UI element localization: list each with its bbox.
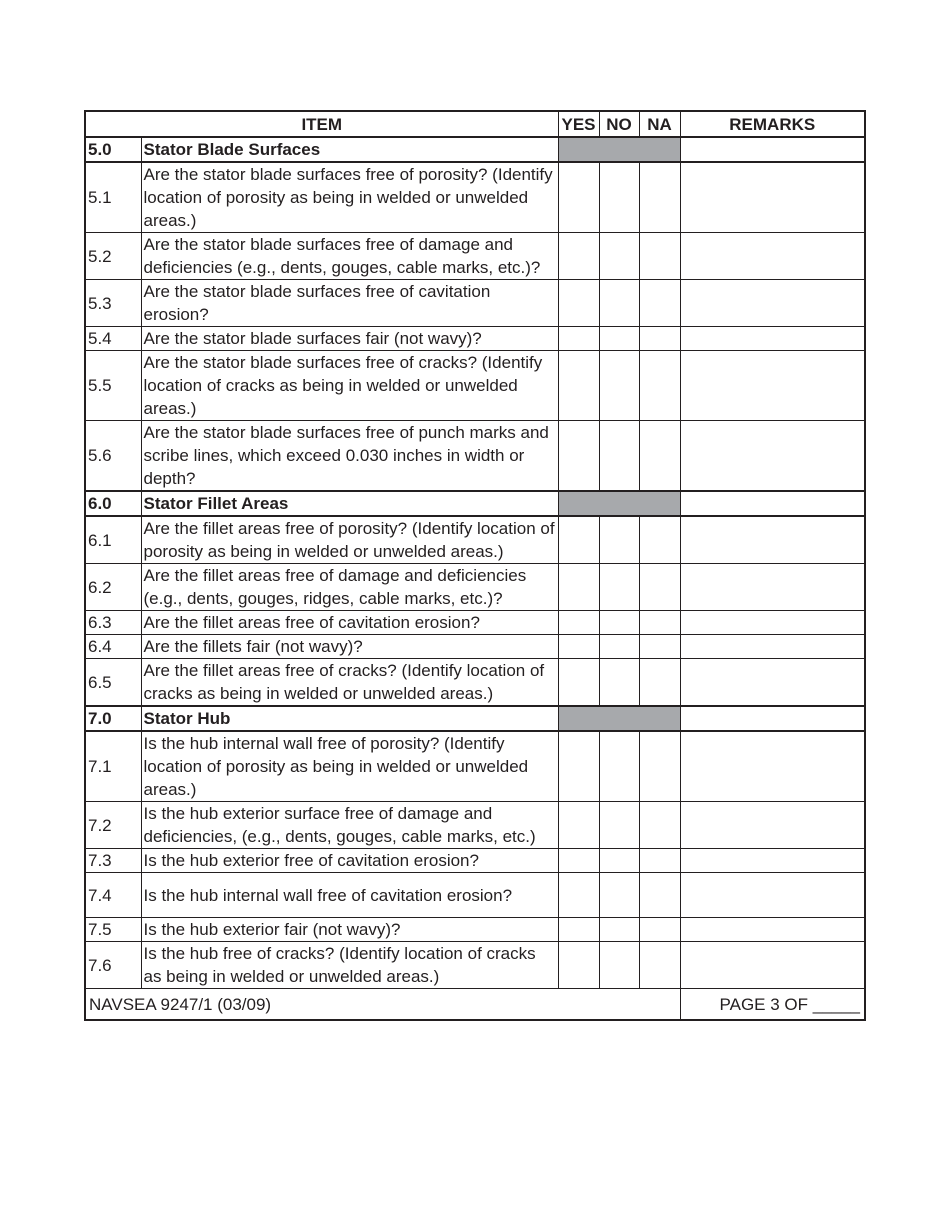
no-checkbox-cell[interactable] [599,873,639,918]
header-row [85,111,865,137]
item-question: Is the hub free of cracks? (Identify location of cracks as being in welded or unwelded areas.) [141,942,558,989]
item-number: 5.2 [85,233,141,280]
yes-checkbox-cell[interactable] [558,233,599,280]
checklist-body [85,137,865,989]
yes-checkbox-cell[interactable] [558,611,599,635]
item-question: Are the fillet areas free of damage and deficiencies (e.g., dents, gouges, ridges, cable marks, etc.)? [141,564,558,611]
na-checkbox-cell[interactable] [639,918,680,942]
checklist-row [85,942,865,989]
remarks-field[interactable] [680,802,865,849]
no-checkbox-cell[interactable] [599,731,639,802]
item-number: 5.1 [85,162,141,233]
no-checkbox-cell[interactable] [599,351,639,421]
yes-checkbox-cell[interactable] [558,280,599,327]
remarks-field[interactable] [680,421,865,492]
checklist-row [85,659,865,707]
no-checkbox-cell[interactable] [599,942,639,989]
section-remarks-cell [680,137,865,162]
remarks-field[interactable] [680,918,865,942]
section-title: Stator Blade Surfaces [141,137,558,162]
yes-checkbox-cell[interactable] [558,351,599,421]
na-checkbox-cell[interactable] [639,873,680,918]
page-number: PAGE 3 OF _____ [680,989,865,1021]
no-checkbox-cell[interactable] [599,421,639,492]
checklist-row [85,918,865,942]
na-checkbox-cell[interactable] [639,611,680,635]
yes-checkbox-cell[interactable] [558,802,599,849]
item-number: 7.6 [85,942,141,989]
remarks-field[interactable] [680,849,865,873]
section-shaded-cell [558,706,680,731]
no-checkbox-cell[interactable] [599,233,639,280]
item-question: Are the fillet areas free of porosity? (Identify location of porosity as being in welded or unwelded areas.) [141,516,558,564]
checklist-row [85,802,865,849]
checklist-row [85,327,865,351]
yes-checkbox-cell[interactable] [558,918,599,942]
item-number: 5.6 [85,421,141,492]
na-checkbox-cell[interactable] [639,731,680,802]
item-number: 6.3 [85,611,141,635]
yes-checkbox-cell[interactable] [558,564,599,611]
item-number: 7.1 [85,731,141,802]
footer-row [85,989,865,1021]
checklist-row [85,564,865,611]
item-number: 7.4 [85,873,141,918]
no-checkbox-cell[interactable] [599,564,639,611]
no-checkbox-cell[interactable] [599,280,639,327]
item-question: Is the hub exterior free of cavitation erosion? [141,849,558,873]
section-shaded-cell [558,137,680,162]
section-remarks-cell [680,706,865,731]
na-checkbox-cell[interactable] [639,327,680,351]
yes-column-header: YES [558,111,599,137]
remarks-field[interactable] [680,233,865,280]
form-id: NAVSEA 9247/1 (03/09) [85,989,680,1021]
remarks-column-header: REMARKS [680,111,865,137]
remarks-field[interactable] [680,516,865,564]
remarks-field[interactable] [680,162,865,233]
remarks-field[interactable] [680,635,865,659]
remarks-field[interactable] [680,564,865,611]
checklist-row [85,611,865,635]
section-shaded-cell [558,491,680,516]
yes-checkbox-cell[interactable] [558,516,599,564]
item-question: Are the stator blade surfaces free of cavitation erosion? [141,280,558,327]
no-checkbox-cell[interactable] [599,162,639,233]
no-checkbox-cell[interactable] [599,327,639,351]
yes-checkbox-cell[interactable] [558,659,599,707]
no-checkbox-cell[interactable] [599,849,639,873]
remarks-field[interactable] [680,351,865,421]
item-number: 5.5 [85,351,141,421]
section-number: 6.0 [85,491,141,516]
yes-checkbox-cell[interactable] [558,942,599,989]
item-question: Is the hub exterior surface free of damage and deficiencies, (e.g., dents, gouges, cable marks, etc.) [141,802,558,849]
yes-checkbox-cell[interactable] [558,731,599,802]
na-checkbox-cell[interactable] [639,564,680,611]
no-checkbox-cell[interactable] [599,516,639,564]
remarks-field[interactable] [680,611,865,635]
na-checkbox-cell[interactable] [639,162,680,233]
item-question: Are the stator blade surfaces free of damage and deficiencies (e.g., dents, gouges, cable marks, etc.)? [141,233,558,280]
yes-checkbox-cell[interactable] [558,635,599,659]
yes-checkbox-cell[interactable] [558,421,599,492]
checklist-row [85,421,865,492]
na-checkbox-cell[interactable] [639,802,680,849]
yes-checkbox-cell[interactable] [558,162,599,233]
item-number: 5.4 [85,327,141,351]
no-checkbox-cell[interactable] [599,635,639,659]
item-column-header: ITEM [85,111,558,137]
remarks-field[interactable] [680,327,865,351]
no-column-header: NO [599,111,639,137]
yes-checkbox-cell[interactable] [558,849,599,873]
checklist-row [85,635,865,659]
item-question: Is the hub exterior fair (not wavy)? [141,918,558,942]
remarks-field[interactable] [680,280,865,327]
section-row [85,137,865,162]
item-question: Is the hub internal wall free of cavitation erosion? [141,873,558,918]
checklist-row [85,731,865,802]
checklist-row [85,873,865,918]
section-number: 5.0 [85,137,141,162]
item-number: 6.4 [85,635,141,659]
na-column-header: NA [639,111,680,137]
no-checkbox-cell[interactable] [599,611,639,635]
checklist-row [85,233,865,280]
item-number: 7.5 [85,918,141,942]
section-title: Stator Fillet Areas [141,491,558,516]
section-row [85,706,865,731]
item-question: Are the stator blade surfaces fair (not wavy)? [141,327,558,351]
checklist-row [85,280,865,327]
checklist-row [85,351,865,421]
item-question: Are the stator blade surfaces free of porosity? (Identify location of porosity as being in welded or unwelded areas.) [141,162,558,233]
section-row [85,491,865,516]
na-checkbox-cell[interactable] [639,635,680,659]
checklist-row [85,162,865,233]
section-remarks-cell [680,491,865,516]
section-number: 7.0 [85,706,141,731]
remarks-field[interactable] [680,942,865,989]
checklist-row [85,849,865,873]
na-checkbox-cell[interactable] [639,849,680,873]
na-checkbox-cell[interactable] [639,659,680,707]
na-checkbox-cell[interactable] [639,351,680,421]
item-question: Are the stator blade surfaces free of cracks? (Identify location of cracks as being in welded or unwelded areas.) [141,351,558,421]
na-checkbox-cell[interactable] [639,516,680,564]
yes-checkbox-cell[interactable] [558,873,599,918]
item-question: Are the fillets fair (not wavy)? [141,635,558,659]
no-checkbox-cell[interactable] [599,659,639,707]
item-number: 6.1 [85,516,141,564]
item-number: 5.3 [85,280,141,327]
na-checkbox-cell[interactable] [639,233,680,280]
section-title: Stator Hub [141,706,558,731]
item-number: 7.3 [85,849,141,873]
na-checkbox-cell[interactable] [639,942,680,989]
item-question: Is the hub internal wall free of porosity? (Identify location of porosity as being in welded or unwelded areas.) [141,731,558,802]
item-number: 6.2 [85,564,141,611]
yes-checkbox-cell[interactable] [558,327,599,351]
item-number: 6.5 [85,659,141,707]
item-number: 7.2 [85,802,141,849]
na-checkbox-cell[interactable] [639,280,680,327]
checklist-row [85,516,865,564]
inspection-checklist-table [84,110,866,1021]
remarks-field[interactable] [680,659,865,707]
no-checkbox-cell[interactable] [599,918,639,942]
item-question: Are the fillet areas free of cavitation erosion? [141,611,558,635]
no-checkbox-cell[interactable] [599,802,639,849]
remarks-field[interactable] [680,731,865,802]
item-question: Are the stator blade surfaces free of punch marks and scribe lines, which exceed 0.030 inches in width or depth? [141,421,558,492]
remarks-field[interactable] [680,873,865,918]
na-checkbox-cell[interactable] [639,421,680,492]
item-question: Are the fillet areas free of cracks? (Identify location of cracks as being in welded or unwelded areas.) [141,659,558,707]
